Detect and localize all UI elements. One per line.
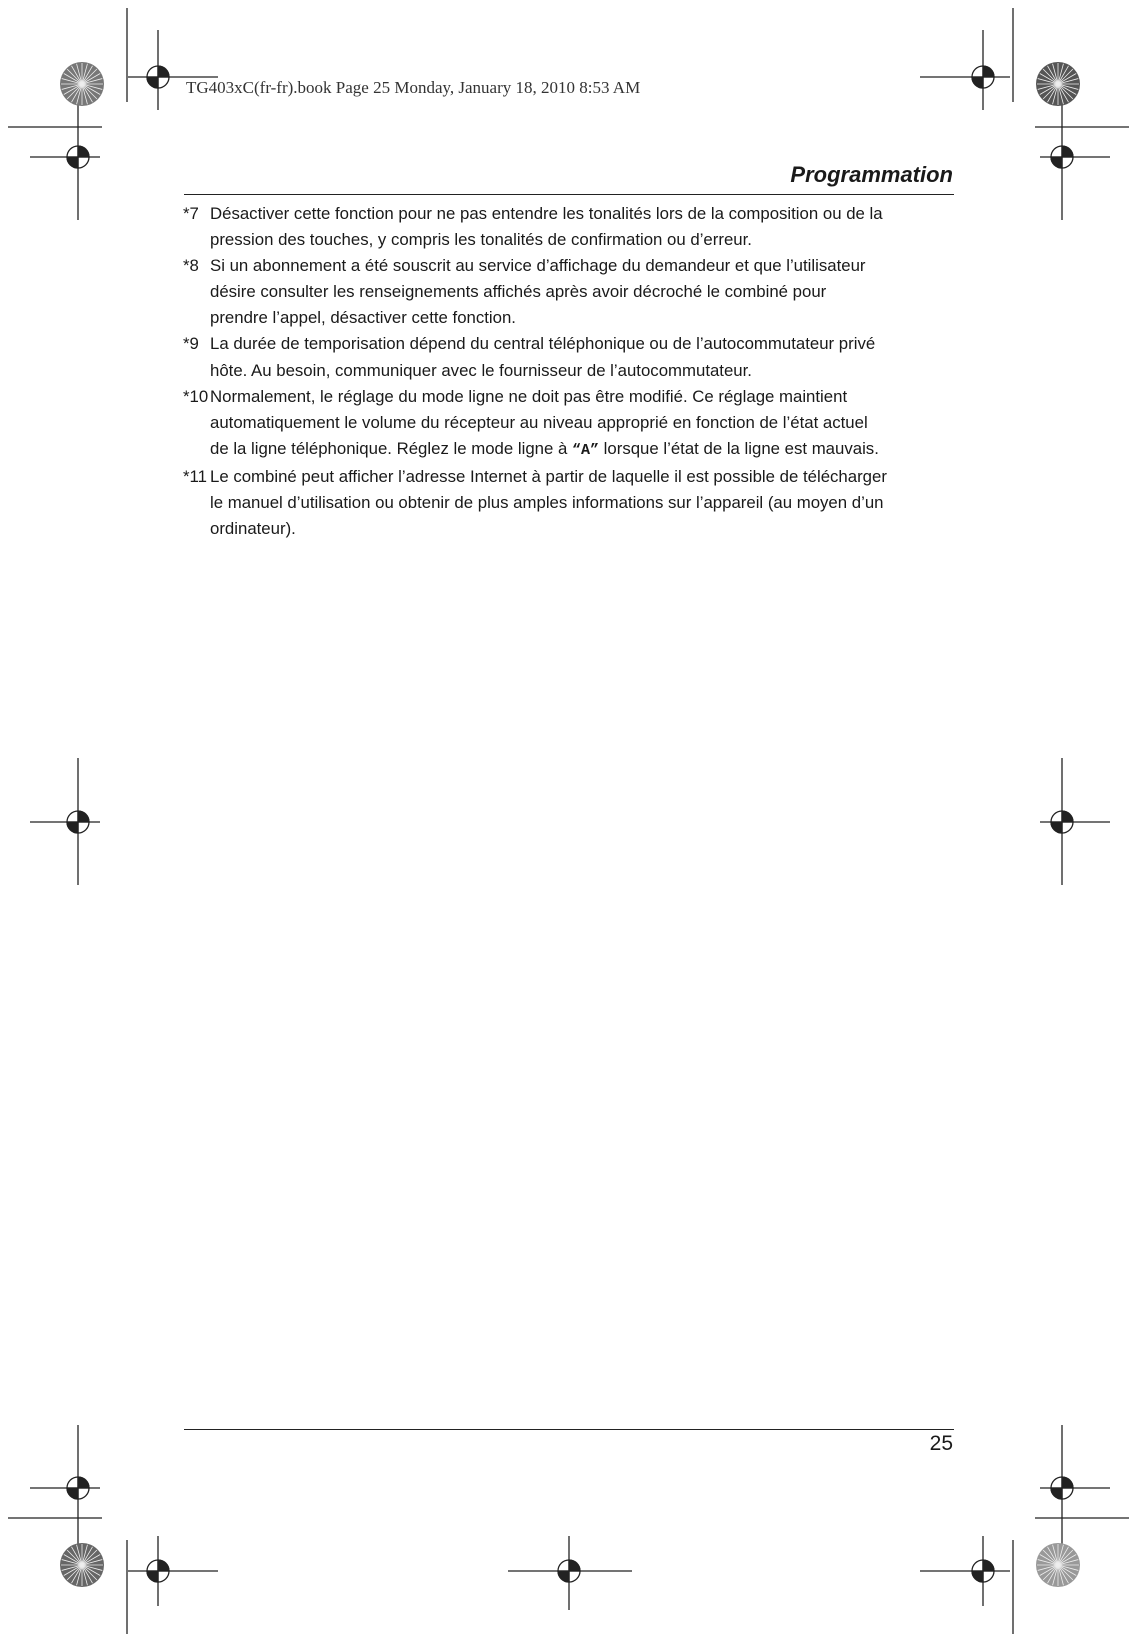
footnote-7: [183, 201, 963, 253]
footnote-line: Si un abonnement a été souscrit au service d’affichage du demandeur et que l’utilisateur: [210, 256, 866, 276]
crosshair-mark-middle-right: [1040, 758, 1110, 885]
footnote-line: le manuel d’utilisation ou obtenir de plus amples informations sur l’appareil (au moyen d’un: [210, 493, 884, 513]
footnote-line-with-code: [210, 436, 963, 464]
star-target-mark-bottom-left: [60, 1543, 104, 1587]
page-number: 25: [929, 1432, 953, 1455]
crosshair-mark-lower-right: [1040, 1425, 1110, 1545]
footnote-line: désire consulter les renseignements affichés après avoir décroché le combiné pour: [210, 282, 827, 302]
display-code: “A”: [572, 441, 600, 459]
footnote-8: [183, 253, 963, 331]
footnote-marker: *8: [183, 256, 199, 276]
star-target-mark-bottom-right: [1036, 1543, 1080, 1587]
footnote-text: lorsque l’état de la ligne est mauvais.: [599, 438, 879, 458]
crosshair-mark-upper-left: [30, 100, 100, 220]
footnote-line: hôte. Au besoin, communiquer avec le fournisseur de l’autocommutateur.: [210, 360, 752, 380]
footnote-line: La durée de temporisation dépend du central téléphonique ou de l’autocommutateur privé: [210, 334, 876, 354]
footnote-9: [183, 331, 963, 383]
section-title: Programmation: [790, 162, 953, 187]
footnote-marker: *10: [183, 386, 209, 406]
crosshair-mark-upper-right: [1040, 100, 1110, 220]
footnote-line: Normalement, le réglage du mode ligne ne doit pas être modifié. Ce réglage maintient: [210, 386, 848, 406]
book-file-header: TG403xC(fr-fr).book Page 25 Monday, January 18, 2010 8:53 AM: [186, 78, 641, 97]
star-target-mark-top-right: [1036, 62, 1080, 106]
crosshair-mark-lower-left: [30, 1425, 100, 1545]
header-rule: [184, 194, 954, 195]
footnote-marker: *7: [183, 204, 199, 223]
footnote-line: automatiquement le volume du récepteur au niveau approprié en fonction de l’état actuel: [210, 412, 868, 432]
footnote-list: [183, 201, 963, 542]
footnote-line: prendre l’appel, désactiver cette fonction.: [210, 308, 516, 328]
footnote-line: Désactiver cette fonction pour ne pas entendre les tonalités lors de la composition ou de la: [210, 204, 883, 223]
footnote-10: [183, 384, 963, 464]
crosshair-mark-bottom-right: [920, 1536, 1010, 1606]
footnote-line: ordinateur).: [210, 519, 296, 539]
star-target-mark-top-left: [60, 62, 104, 106]
crosshair-mark-top-right: [920, 30, 1010, 110]
crosshair-mark-bottom-left: [128, 1536, 218, 1606]
crosshair-mark-top-left: [128, 30, 218, 110]
crosshair-mark-bottom-center: [508, 1536, 632, 1610]
footnote-text: de la ligne téléphonique. Réglez le mode ligne à: [210, 438, 572, 458]
footnote-marker: *9: [183, 334, 199, 354]
footer-rule: [184, 1429, 954, 1430]
footnote-line: pression des touches, y compris les tonalités de confirmation ou d’erreur.: [210, 230, 752, 250]
footnote-line: Le combiné peut afficher l’adresse Internet à partir de laquelle il est possible de télécharger: [210, 466, 887, 486]
footnote-marker: *11: [183, 466, 207, 486]
footnote-11: [183, 464, 963, 542]
crosshair-mark-middle-left: [30, 758, 100, 885]
